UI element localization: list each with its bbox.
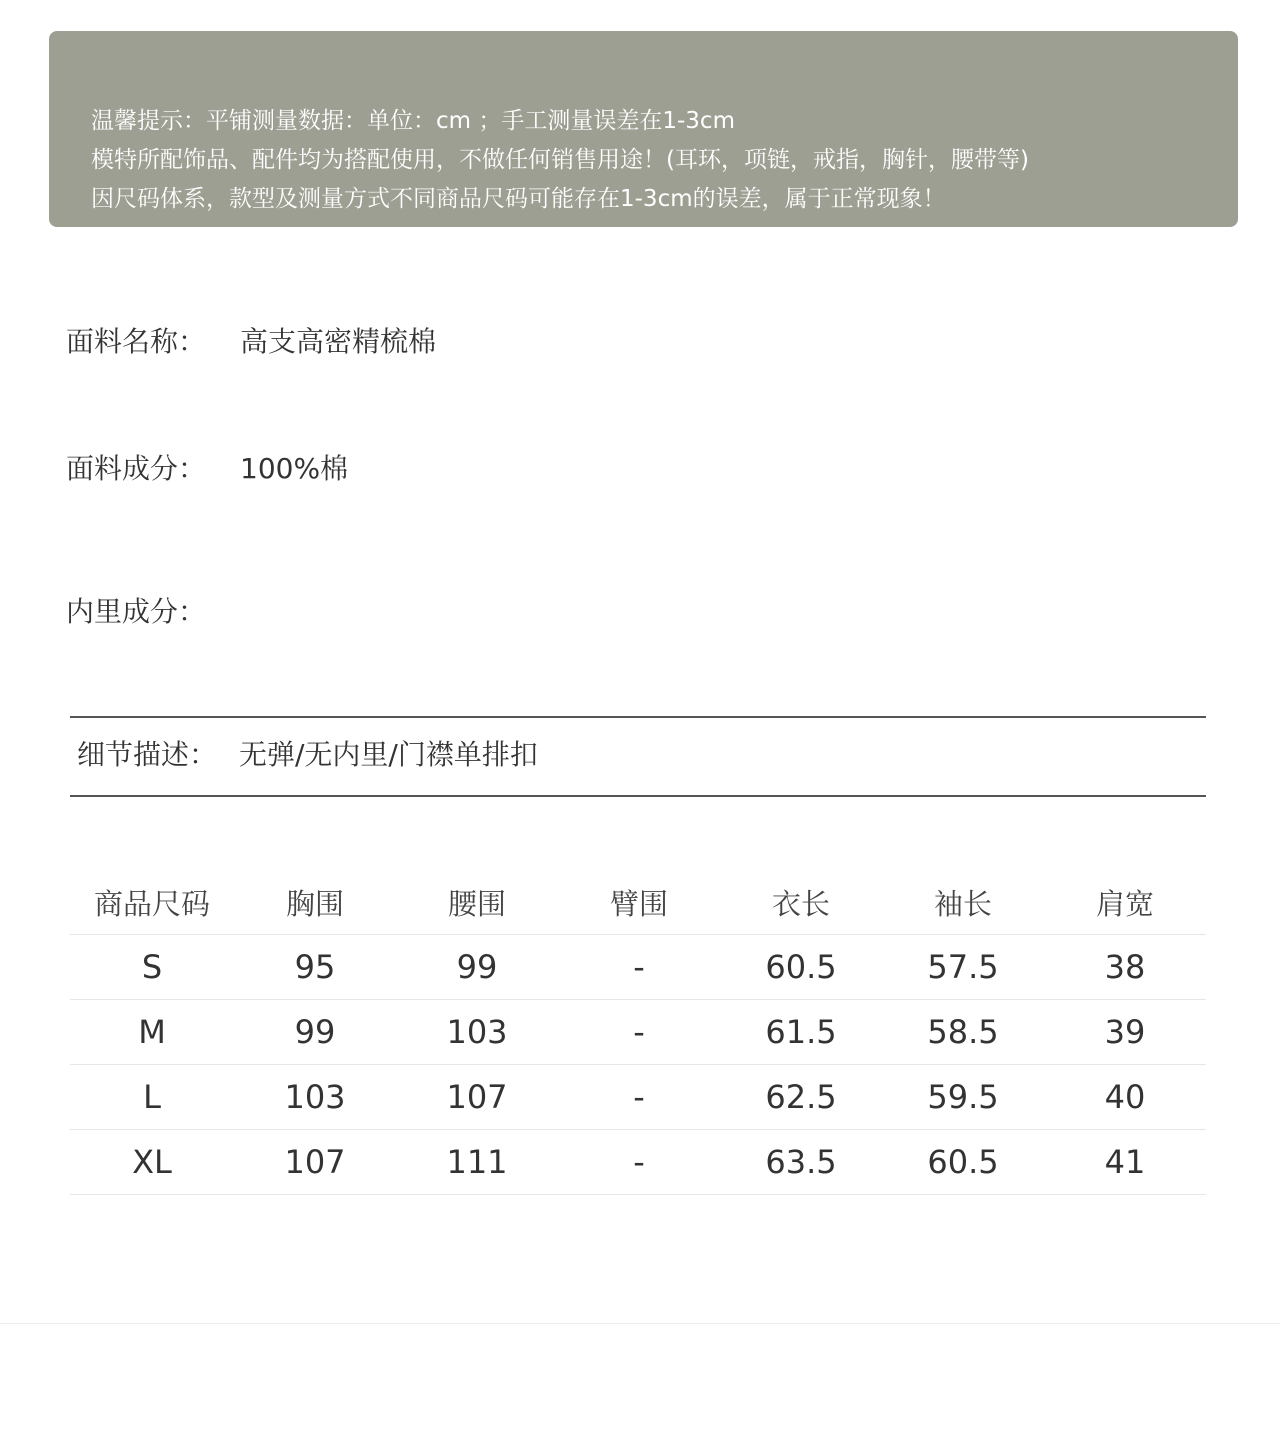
cell-waist: 107	[396, 1065, 558, 1130]
notice-line-accessories: 模特所配饰品、配件均为搭配使用，不做任何销售用途！(耳环，项链，戒指，胸针，腰带等)	[91, 147, 1029, 173]
cell-shoulder: 40	[1044, 1065, 1206, 1130]
fabric-name-row	[66, 324, 436, 360]
fabric-composition-label: 面料成分：	[66, 452, 207, 485]
fabric-name-label: 面料名称：	[66, 325, 207, 358]
notice-banner	[49, 31, 1238, 227]
table-row	[70, 935, 1206, 1000]
detail-divider-top	[70, 716, 1206, 718]
header-sleeve: 袖长	[882, 870, 1044, 935]
footer-divider	[0, 1323, 1280, 1324]
detail-row	[77, 736, 538, 774]
cell-waist: 103	[396, 1000, 558, 1065]
header-shoulder: 肩宽	[1044, 870, 1206, 935]
cell-length: 61.5	[720, 1000, 882, 1065]
cell-sleeve: 57.5	[882, 935, 1044, 1000]
cell-chest: 103	[234, 1065, 396, 1130]
header-waist: 腰围	[396, 870, 558, 935]
cell-shoulder: 38	[1044, 935, 1206, 1000]
fabric-composition-value: 100%棉	[240, 452, 349, 485]
cell-arm: -	[558, 935, 720, 1000]
cell-size: S	[70, 935, 234, 1000]
detail-label: 细节描述：	[77, 738, 218, 771]
size-table-header-row	[70, 870, 1206, 935]
lining-composition-row	[66, 594, 240, 630]
cell-size: M	[70, 1000, 234, 1065]
table-row	[70, 1130, 1206, 1195]
cell-length: 62.5	[720, 1065, 882, 1130]
cell-sleeve: 59.5	[882, 1065, 1044, 1130]
cell-sleeve: 60.5	[882, 1130, 1044, 1195]
cell-length: 63.5	[720, 1130, 882, 1195]
cell-arm: -	[558, 1130, 720, 1195]
header-chest: 胸围	[234, 870, 396, 935]
notice-line-measurement: 温馨提示：平铺测量数据：单位：cm ；手工测量误差在1-3cm	[91, 108, 735, 134]
cell-chest: 99	[234, 1000, 396, 1065]
detail-divider-bottom	[70, 795, 1206, 797]
header-size: 商品尺码	[70, 870, 234, 935]
cell-size: L	[70, 1065, 234, 1130]
size-table	[70, 870, 1206, 1195]
cell-waist: 111	[396, 1130, 558, 1195]
table-row	[70, 1000, 1206, 1065]
cell-sleeve: 58.5	[882, 1000, 1044, 1065]
cell-arm: -	[558, 1000, 720, 1065]
cell-length: 60.5	[720, 935, 882, 1000]
fabric-name-value: 高支高密精梳棉	[240, 325, 437, 358]
cell-chest: 95	[234, 935, 396, 1000]
lining-composition-label: 内里成分：	[66, 595, 207, 628]
cell-chest: 107	[234, 1130, 396, 1195]
cell-shoulder: 39	[1044, 1000, 1206, 1065]
fabric-composition-row	[66, 451, 348, 487]
table-row	[70, 1065, 1206, 1130]
detail-value: 无弹/无内里/门襟单排扣	[239, 738, 538, 771]
cell-shoulder: 41	[1044, 1130, 1206, 1195]
cell-size: XL	[70, 1130, 234, 1195]
cell-arm: -	[558, 1065, 720, 1130]
cell-waist: 99	[396, 935, 558, 1000]
notice-line-size-error: 因尺码体系，款型及测量方式不同商品尺码可能存在1-3cm的误差，属于正常现象！	[91, 186, 946, 212]
header-arm: 臂围	[558, 870, 720, 935]
header-length: 衣长	[720, 870, 882, 935]
